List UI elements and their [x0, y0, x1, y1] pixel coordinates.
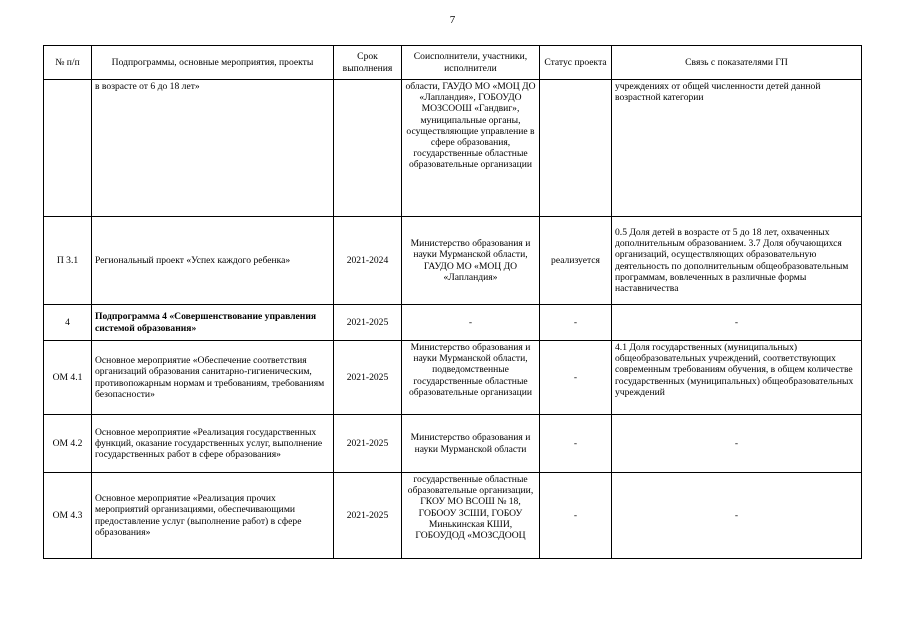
table-row: [44, 473, 862, 559]
row-number: ОМ 4.2: [44, 415, 92, 473]
row-name: Региональный проект «Успех каждого ребенка»: [92, 217, 334, 305]
row-name: в возрасте от 6 до 18 лет»: [92, 80, 334, 217]
row-period: 2021-2025: [334, 415, 402, 473]
table-row: [44, 341, 862, 415]
row-number: [44, 80, 92, 217]
row-indicators: -: [612, 415, 862, 473]
header-period: Срок выполнения: [334, 46, 402, 80]
row-period: 2021-2025: [334, 473, 402, 559]
row-executors: Министерство образования и науки Мурманской области, ГАУДО МО «МОЦ ДО «Лапландия»: [402, 217, 540, 305]
row-executors: области, ГАУДО МО «МОЦ ДО «Лапландия», ГОБОУДО МОЗСООШ «Гандвиг», муниципальные органы, осуществляющие управление в сфере образования, государственные областные образовательные организации: [402, 80, 540, 217]
row-number: 4: [44, 305, 92, 341]
row-executors: Министерство образования и науки Мурманской области, подведомственные государственные областные образовательные организации: [402, 341, 540, 415]
row-period: 2021-2025: [334, 341, 402, 415]
row-name: Основное мероприятие «Реализация государственных функций, оказание государственных услуг, выполнение государственных работ в сфере образования»: [92, 415, 334, 473]
row-number: П 3.1: [44, 217, 92, 305]
header-executors: Соисполнители, участники, исполнители: [402, 46, 540, 80]
row-indicators: учреждениях от общей численности детей данной возрастной категории: [612, 80, 862, 217]
program-table: [43, 45, 862, 559]
header-number: № п/п: [44, 46, 92, 80]
row-period: 2021-2024: [334, 217, 402, 305]
row-number: ОМ 4.3: [44, 473, 92, 559]
row-period: [334, 80, 402, 217]
row-name: Подпрограмма 4 «Совершенствование управления системой образования»: [92, 305, 334, 341]
row-status: реализуется: [540, 217, 612, 305]
header-status: Статус проекта: [540, 46, 612, 80]
row-executors: -: [402, 305, 540, 341]
header-indicators: Связь с показателями ГП: [612, 46, 862, 80]
row-status: -: [540, 341, 612, 415]
row-name: Основное мероприятие «Реализация прочих мероприятий организациями, обеспечивающими предоставление услуг (выполнение работ) в сфере образования»: [92, 473, 334, 559]
row-executors: Министерство образования и науки Мурманской области: [402, 415, 540, 473]
row-status: -: [540, 305, 612, 341]
row-name: Основное мероприятие «Обеспечение соответствия организаций образования санитарно-гигиеническим, противопожарным нормам и требованиям, требованиям безопасности»: [92, 341, 334, 415]
table-row: [44, 80, 862, 217]
row-indicators: -: [612, 473, 862, 559]
row-indicators: 0.5 Доля детей в возрасте от 5 до 18 лет, охваченных дополнительным образованием. 3.7 Доля обучающихся организаций, осуществляющих образовательную деятельность по дополнительным общеобразовательным программам, вовлеченных в различные формы наставничества: [612, 217, 862, 305]
row-indicators: 4.1 Доля государственных (муниципальных) общеобразовательных учреждений, соответствующих современным требованиям обучения, в общем количестве государственных (муниципальных) общеобразовательных учреждений: [612, 341, 862, 415]
row-status: -: [540, 415, 612, 473]
header-subprograms: Подпрограммы, основные мероприятия, проекты: [92, 46, 334, 80]
table-row: [44, 217, 862, 305]
table-header-row: [44, 46, 862, 80]
row-status: [540, 80, 612, 217]
row-executors: государственные областные образовательные организации, ГКОУ МО ВСОШ № 18, ГОБООУ ЗСШИ, ГОБОУ Минькинская КШИ, ГОБОУДОД «МОЗСДООЦ: [402, 473, 540, 559]
table-row: [44, 305, 862, 341]
table-row: [44, 415, 862, 473]
row-indicators: -: [612, 305, 862, 341]
row-period: 2021-2025: [334, 305, 402, 341]
row-status: -: [540, 473, 612, 559]
page-number: 7: [449, 14, 456, 26]
row-number: ОМ 4.1: [44, 341, 92, 415]
